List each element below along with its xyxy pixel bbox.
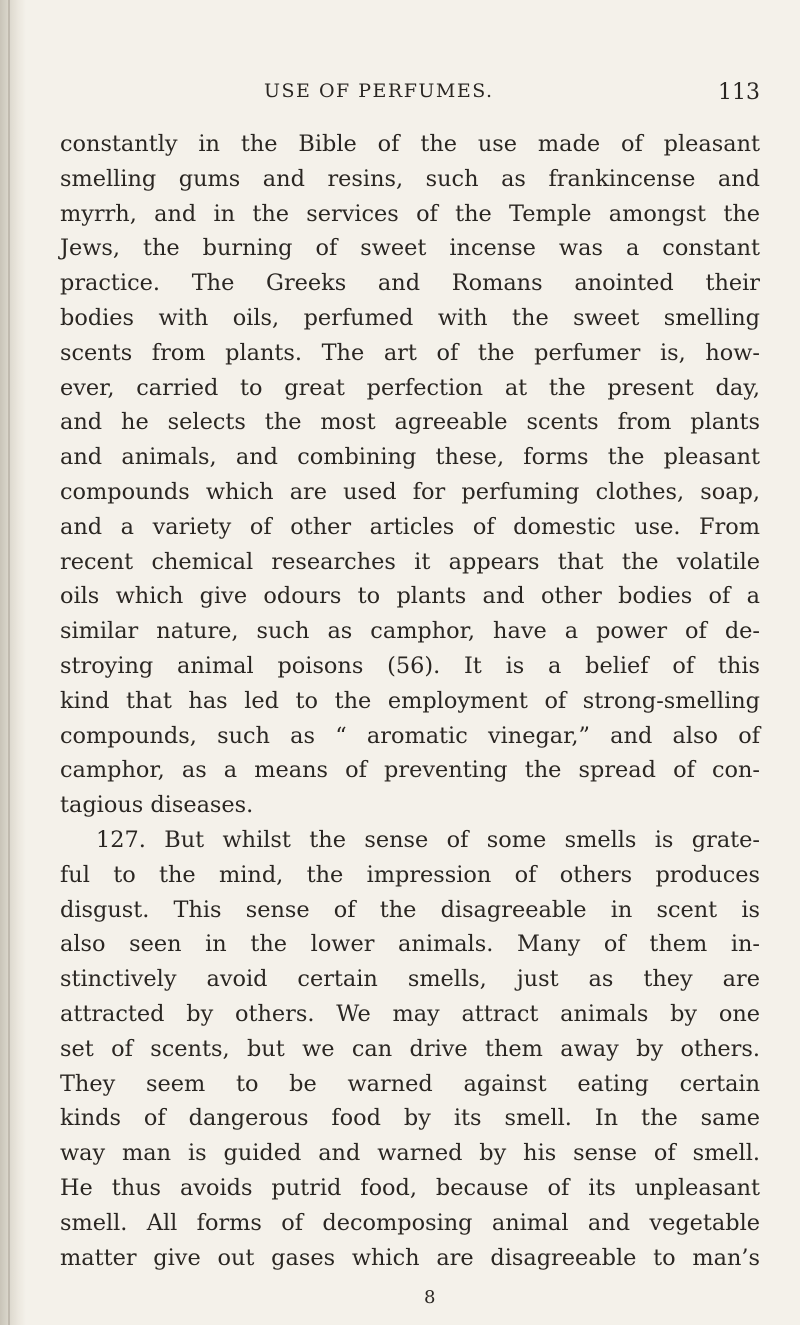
page-number: 113 [718,80,760,105]
text-line: also seen in the lower animals. Many of them in- [60,931,760,958]
text-line: kind that has led to the employment of strong-smelling [60,687,760,714]
text-line: scents from plants. The art of the perfumer is, how- [60,339,760,366]
signature-mark: 8 [424,1287,436,1308]
running-head [56,80,760,110]
text-line: myrrh, and in the services of the Temple amongst the [60,200,760,227]
text-line: stinctively avoid certain smells, just as they are [60,966,760,993]
paragraph-start-line: 127. But whilst the sense of some smells is grate- [96,826,760,853]
text-line: compounds which are used for perfuming clothes, soap, [60,478,760,505]
paragraph-end-line: tagious diseases. [60,792,254,819]
text-line: smell. All forms of decomposing animal and vegetable [60,1209,760,1236]
page-binding-shadow [0,0,26,1325]
text-line: camphor, as a means of preventing the spread of con- [60,757,760,784]
text-line: recent chemical researches it appears that the volatile [60,548,760,575]
text-line: oils which give odours to plants and other bodies of a [60,583,760,610]
text-line: bodies with oils, perfumed with the sweet smelling [60,304,760,331]
running-title: USE OF PERFUMES. [264,80,494,102]
text-line: ever, carried to great perfection at the present day, [60,374,760,401]
page-binding-edge [8,0,10,1325]
text-line: disgust. This sense of the disagreeable in scent is [60,896,760,923]
text-line: matter give out gases which are disagreeable to man’s [60,1244,760,1271]
text-line: stroying animal poisons (56). It is a belief of this [60,652,760,679]
text-line: He thus avoids putrid food, because of its unpleasant [60,1174,760,1201]
text-line: ful to the mind, the impression of others produces [60,861,760,888]
text-line: They seem to be warned against eating certain [60,1070,760,1097]
body-text [60,127,760,1275]
text-line: and he selects the most agreeable scents from plants [60,409,760,436]
text-line: and animals, and combining these, forms the pleasant [60,444,760,471]
text-line: kinds of dangerous food by its smell. In the same [60,1105,760,1132]
text-line: smelling gums and resins, such as frankincense and [60,165,760,192]
text-line: constantly in the Bible of the use made of pleasant [60,131,760,157]
text-line: Jews, the burning of sweet incense was a constant [60,235,760,262]
text-line: attracted by others. We may attract animals by one [60,1000,760,1027]
text-line: set of scents, but we can drive them away by others. [60,1035,760,1062]
text-line: compounds, such as “ aromatic vinegar,” and also of [60,722,760,749]
text-line: similar nature, such as camphor, have a power of de- [60,618,760,645]
text-line: way man is guided and warned by his sense of smell. [60,1140,760,1167]
text-line: and a variety of other articles of domestic use. From [60,513,760,540]
text-line: practice. The Greeks and Romans anointed their [60,270,760,297]
